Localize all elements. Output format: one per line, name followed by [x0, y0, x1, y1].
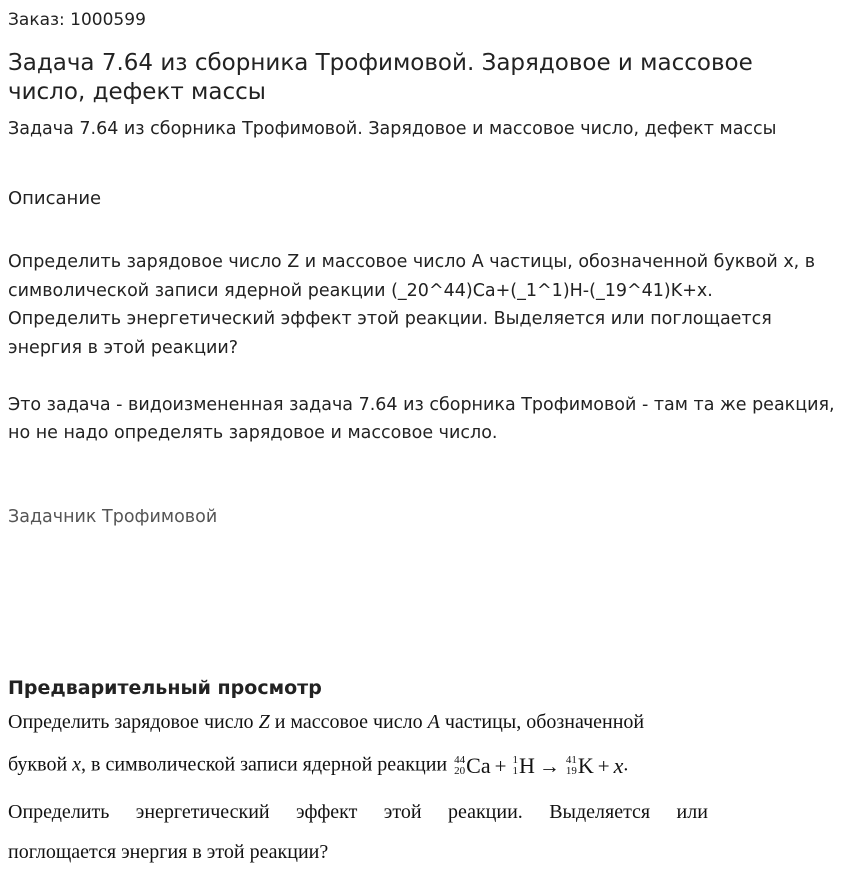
page-title: Задача 7.64 из сборника Трофимовой. Зарядовое и массовое число, дефект массы [8, 50, 753, 105]
nuclide-k: 41 19 K [565, 753, 594, 778]
nuclide-h: 1 1 H [512, 753, 535, 778]
plus-sign: + [597, 753, 610, 778]
variable-x: x [72, 753, 82, 776]
preview-line-3: Определить энергетический эффект этой реакции. Выделяется или [8, 801, 708, 823]
description-paragraph: Определить зарядовое число Z и массовое число A частицы, обозначенной буквой x, в символической записи ядерной реакции (_20^44)Ca+(_1^1)H-(_19^41)K+x. [8, 252, 816, 301]
preview-line-1: Определить зарядовое число Z и массовое число A частицы, обозначенной [8, 711, 645, 733]
page-subtitle: Задача 7.64 из сборника Трофимовой. Зарядовое и массовое число, дефект массы [8, 119, 777, 139]
order-number: Заказ: 1000599 [8, 10, 146, 30]
collection-link[interactable]: Задачник Трофимовой [8, 507, 218, 527]
variable-z: Z [258, 711, 270, 733]
description-heading: Описание [8, 188, 102, 209]
variable-a: A [427, 711, 440, 733]
variable-x: x [613, 753, 624, 778]
plus-sign: + [494, 753, 507, 778]
nuclide-ca: 44 20 Ca [454, 753, 491, 778]
description-paragraph: Это задача - видоизмененная задача 7.64 из сборника Трофимовой - там та же реакция, но не надо определять зарядовое и массовое число. [8, 394, 835, 443]
preview-line-2: буквой x, в символической записи ядерной реакции 44 20 Ca + 1 1 H → 41 19 K + x. [8, 753, 629, 778]
arrow-icon: → [538, 753, 560, 778]
preview-image [8, 705, 720, 873]
preview-heading: Предварительный просмотр [8, 677, 322, 699]
preview-line-4: поглощается энергия в этой реакции? [8, 841, 329, 863]
description-body [8, 248, 843, 448]
paragraph-spacer [8, 362, 843, 391]
description-paragraph: Определить энергетический эффект этой реакции. Выделяется или поглощается энергия в этой реакции? [8, 309, 772, 358]
